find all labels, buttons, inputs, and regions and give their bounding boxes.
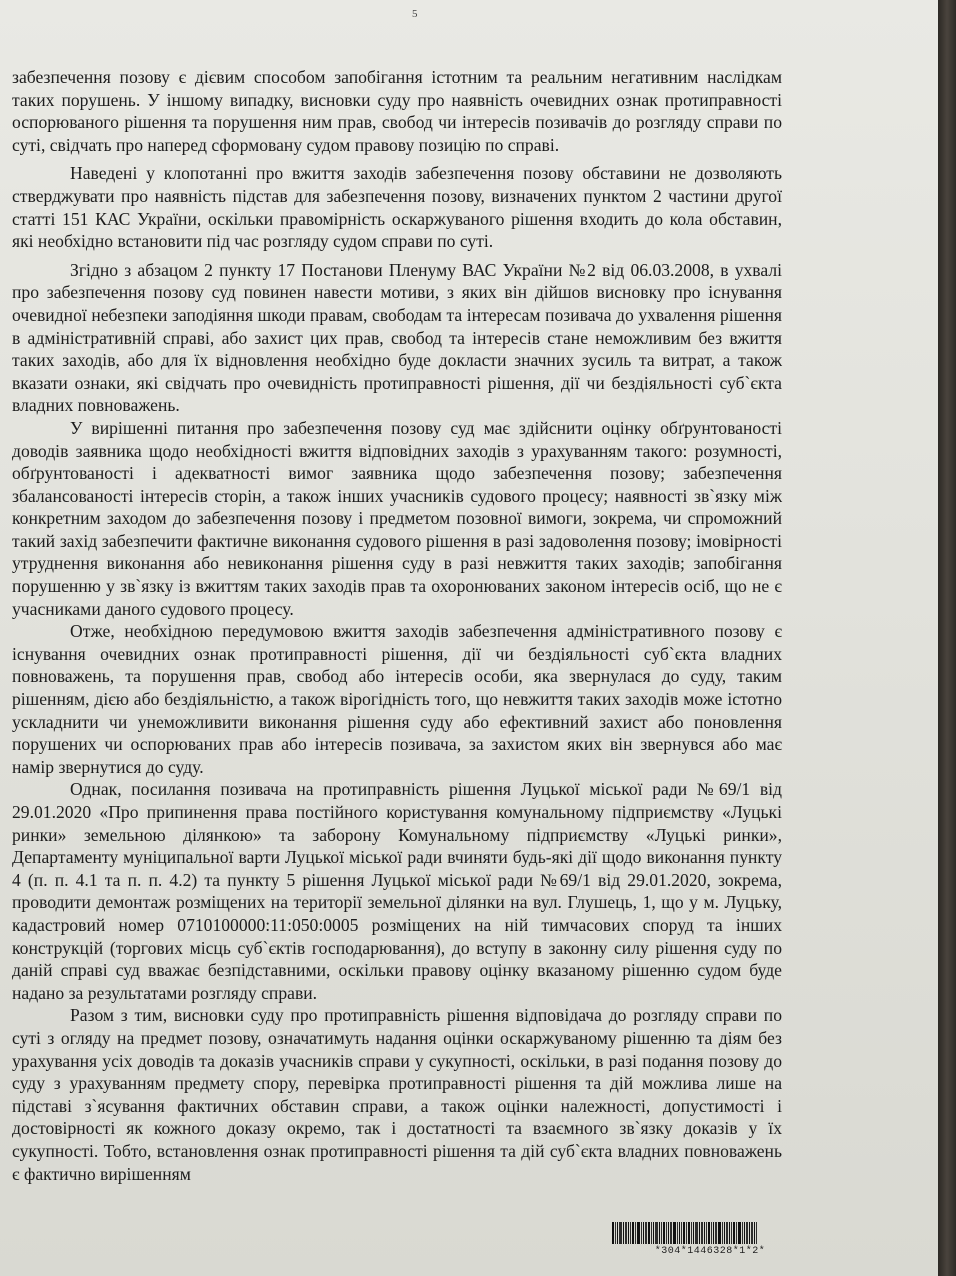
barcode-bar [686, 1222, 687, 1244]
barcode-bar [738, 1222, 741, 1244]
barcode-bar [713, 1222, 714, 1244]
barcode-bar [729, 1222, 730, 1244]
barcode-bar [733, 1222, 735, 1244]
barcode-bar [681, 1222, 682, 1244]
document-body [12, 66, 782, 1185]
barcode-bar [751, 1222, 753, 1244]
barcode-bar [749, 1222, 750, 1244]
paragraph: Згідно з абзацом 2 пункту 17 Постанови Пленуму ВАС України №2 від 06.03.2008, в ухвалі про забезпечення позову суд повинен навести мотиви, з яких він дійшов висновку про існування очевидної небезпеки заподіяння шкоди правам, свободам та інтересам позивача до ухвалення рішення в адміністративній справі, або захист цих прав, свобод та інтересів стане неможливим без вжиття таких заходів, або для їх відновлення необхідно буде докласти значних зусиль та витрат, а також вказати ознаки, які свідчать про очевидність протиправності рішення, дії чи бездіяльності суб`єкта владних повноважень. [12, 259, 782, 416]
barcode-bar [679, 1222, 680, 1244]
barcode-bar [706, 1222, 707, 1244]
barcode-bar [715, 1222, 717, 1244]
barcode-bar [615, 1222, 616, 1244]
barcode-bar [708, 1222, 710, 1244]
barcode-bar [628, 1222, 629, 1244]
page-number: 5 [412, 8, 418, 20]
document-barcode [612, 1222, 808, 1270]
barcode-bar [670, 1222, 672, 1244]
barcode-bar [724, 1222, 725, 1244]
barcode-bar [617, 1222, 618, 1244]
barcode-bar [663, 1222, 665, 1244]
paragraph: забезпечення позову є дієвим способом запобігання істотним та реальним негативним наслідкам таких порушень. У іншому випадку, висновки суду про наявність очевидних ознак протиправності оспорюваного рішення та порушення ним прав, свобод чи інтересів позивачів до розгляду справи по суті, свідчать про наперед сформовану судом правову позицію по справі. [12, 67, 782, 155]
barcode-bar [718, 1222, 721, 1244]
barcode-bar [630, 1222, 631, 1244]
barcode-bar [726, 1222, 728, 1244]
barcode-bar [635, 1222, 636, 1244]
page-edge-shadow [938, 0, 956, 1276]
barcode-bar [666, 1222, 667, 1244]
barcode-bar [742, 1222, 743, 1244]
barcode-bar [648, 1222, 650, 1244]
barcode-bar [651, 1222, 652, 1244]
barcode-bar [668, 1222, 669, 1244]
barcode-number: *304*1446328*1*2* [654, 1246, 766, 1257]
barcode-bar [691, 1222, 692, 1244]
barcode-bar [754, 1222, 755, 1244]
barcode-bar [711, 1222, 712, 1244]
barcode-bar [744, 1222, 745, 1244]
barcode-bar [673, 1222, 676, 1244]
paragraph: У вирішенні питання про забезпечення позову суд має здійснити оцінку обґрунтованості доводів заявника щодо необхідності вжиття відповідних заходів з урахуванням такого: розумності, обґрунтованості і адекватності вимог заявника щодо забезпечення позову; забезпечення збалансованості інтересів сторін, а також інших учасників судового процесу; наявності зв`язку між конкретним заходом до забезпечення позову і предметом позовної вимоги, зокрема, чи спроможний такий захід забезпечити фактичне виконання судового рішення в разі задоволення позову; імовірності утруднення виконання або невиконання рішення суду в разі невжиття таких заходів; запобігання порушенню у зв`язку із вжиттям таких заходів прав та охоронюваних законом інтересів осіб, що не є учасниками даного судового процесу. [12, 417, 782, 619]
barcode-bar [722, 1222, 723, 1244]
paragraph: Наведені у клопотанні про вжиття заходів забезпечення позову обставини не дозволяють стверджувати про наявність підстав для забезпечення позову, визначених пунктом 2 частини другої статті 151 КАС України, оскільки правомірність оскаржуваного рішення входить до кола обставин, які необхідно встановити під час розгляду судом справи по суті. [12, 163, 782, 252]
barcode-bar [688, 1222, 690, 1244]
barcode-bar [756, 1222, 757, 1244]
barcode-bar [683, 1222, 685, 1244]
barcode-bar [704, 1222, 705, 1244]
barcode-bar [661, 1222, 662, 1244]
barcode-bar [637, 1222, 640, 1244]
barcode-bar [645, 1222, 647, 1244]
barcode-bar [632, 1222, 634, 1244]
barcode-bar [736, 1222, 737, 1244]
barcode-bar [612, 1222, 614, 1244]
barcode-bar [693, 1222, 694, 1244]
barcode-bar [643, 1222, 644, 1244]
barcode-bar [625, 1222, 627, 1244]
barcode-bar [655, 1222, 658, 1244]
barcode-bar [746, 1222, 748, 1244]
barcode-bars [612, 1222, 808, 1244]
paragraph: Разом з тим, висновки суду про протиправність рішення відповідача до розгляду справи по суті з огляду на предмет позову, означатимуть надання оцінки оскаржуваному рішенню та діям без урахування усіх доводів та доказів учасників справи у сукупності, оскільки, в разі подання позову до суду з урахуванням предмету спору, перевірка протиправності рішення та дій можлива лише на підставі з`ясування фактичних обставин справи, а також оцінки належності, допустимості і достовірності як кожного доказу окремо, так і достатності та взаємного зв`язку доказів у їх сукупності. Тобто, встановлення ознак протиправності рішення та дій суб`єкта владних повноважень є фактично вирішенням [12, 1005, 782, 1184]
barcode-bar [695, 1222, 698, 1244]
paragraph: Однак, посилання позивача на протиправність рішення Луцької міської ради №69/1 від 29.01.2020 «Про припинення права постійного користування комунальному підприємству «Луцькі ринки» земельною ділянкою» та заборону Комунальному підприємству «Луцькі ринки», Департаменту муніципальної варти Луцької міської ради вчиняти будь-які дії щодо виконання пункту 4 (п. п. 4.1 та п. п. 4.2) та пункту 5 рішення Луцької міської ради №69/1 від 29.01.2020, зокрема, проводити демонтаж розміщених на території земельної ділянки на вул. Глушець, 1, що у м. Луцьку, кадастровий номер 0710100000:11:050:0005 розміщених на ній тимчасових споруд та інших конструкцій (торгових місць суб`єктів господарювання), до вступу в законну силу рішення суду по даній справі суд вважає безпідставними, оскільки правову оцінку вказаному рішенню судом буде надано за результатами розгляду справи. [12, 779, 782, 1003]
barcode-bar [699, 1222, 700, 1244]
barcode-bar [619, 1222, 622, 1244]
barcode-bar [731, 1222, 732, 1244]
barcode-bar [677, 1222, 678, 1244]
paragraph: Отже, необхідною передумовою вжиття заходів забезпечення адміністративного позову є існування очевидних ознак протиправності рішення, дії чи бездіяльності суб`єкта владних повноважень, та порушення прав, свобод або інтересів особи, яка звернулася до суду, таким рішенням, дією або бездіяльністю, а також вірогідність того, що невжиття таких заходів може істотно ускладнити чи унеможливити виконання рішення суду або ефективний захист або поновлення порушених чи оспорюваних прав або інтересів позивача, за захистом яких він звернувся або має намір звернутися до суду. [12, 621, 782, 777]
barcode-bar [659, 1222, 660, 1244]
barcode-bar [623, 1222, 624, 1244]
barcode-bar [701, 1222, 703, 1244]
barcode-bar [641, 1222, 642, 1244]
barcode-bar [653, 1222, 654, 1244]
